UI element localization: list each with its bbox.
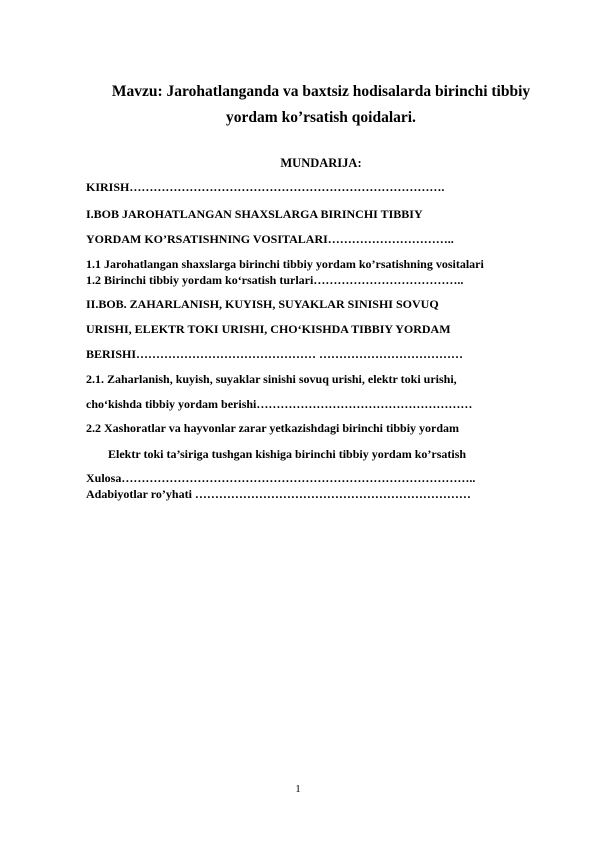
toc-entry-adabiyotlar: Adabiyotlar ro’yhati …………………………………………………………… — [86, 487, 471, 501]
toc-entry-section-1-2: 1.2 Birinchi tibbiy yordam ko‘rsatish turlari……………………………….. — [86, 273, 464, 287]
toc-entry-section-1-1: 1.1 Jarohatlangan shaxslarga birinchi tibbiy yordam ko’rsatishning vositalari — [86, 257, 484, 271]
toc-heading: MUNDARIJA: — [280, 156, 362, 170]
page-number: 1 — [295, 783, 301, 795]
toc-entry-section-2-3: Elektr toki ta’siriga tushgan kishiga birinchi tibbiy yordam ko’rsatish — [108, 447, 467, 461]
toc-entry-kirish: KIRISH……………………………………………………………………. — [86, 180, 445, 194]
toc-entry-chapter-1-line-2: YORDAM KO’RSATISHNING VOSITALARI………………………….. — [86, 232, 454, 246]
document-title-line-1: Mavzu: Jarohatlanganda va baxtsiz hodisalarda birinchi tibbiy — [111, 83, 531, 100]
toc-entry-section-2-1-line-2: cho‘kishda tibbiy yordam berishi……………………………………………… — [86, 397, 473, 411]
toc-entry-section-2-1-line-1: 2.1. Zaharlanish, kuyish, suyaklar sinishi sovuq urishi, elektr toki urishi, — [86, 372, 457, 386]
toc-entry-chapter-2-line-1: II.BOB. ZAHARLANISH, KUYISH, SUYAKLAR SINISHI SOVUQ — [86, 297, 439, 311]
toc-entry-chapter-1-line-1: I.BOB JAROHATLANGAN SHAXSLARGA BIRINCHI TIBBIY — [86, 207, 423, 221]
toc-entry-section-2-2: 2.2 Xashoratlar va hayvonlar zarar yetkazishdagi birinchi tibbiy yordam — [86, 421, 460, 435]
toc-entry-chapter-2-line-2: URISHI, ELEKTR TOKI URISHI, CHO‘KISHDA TIBBIY YORDAM — [86, 322, 451, 336]
toc-entry-chapter-2-line-3: BERISHI……………………………………… ……………………………… — [86, 347, 464, 361]
document-title-line-2: yordam ko’rsatish qoidalari. — [226, 109, 416, 126]
toc-entry-xulosa: Xulosa…………………………………………………………………………….. — [86, 471, 476, 485]
